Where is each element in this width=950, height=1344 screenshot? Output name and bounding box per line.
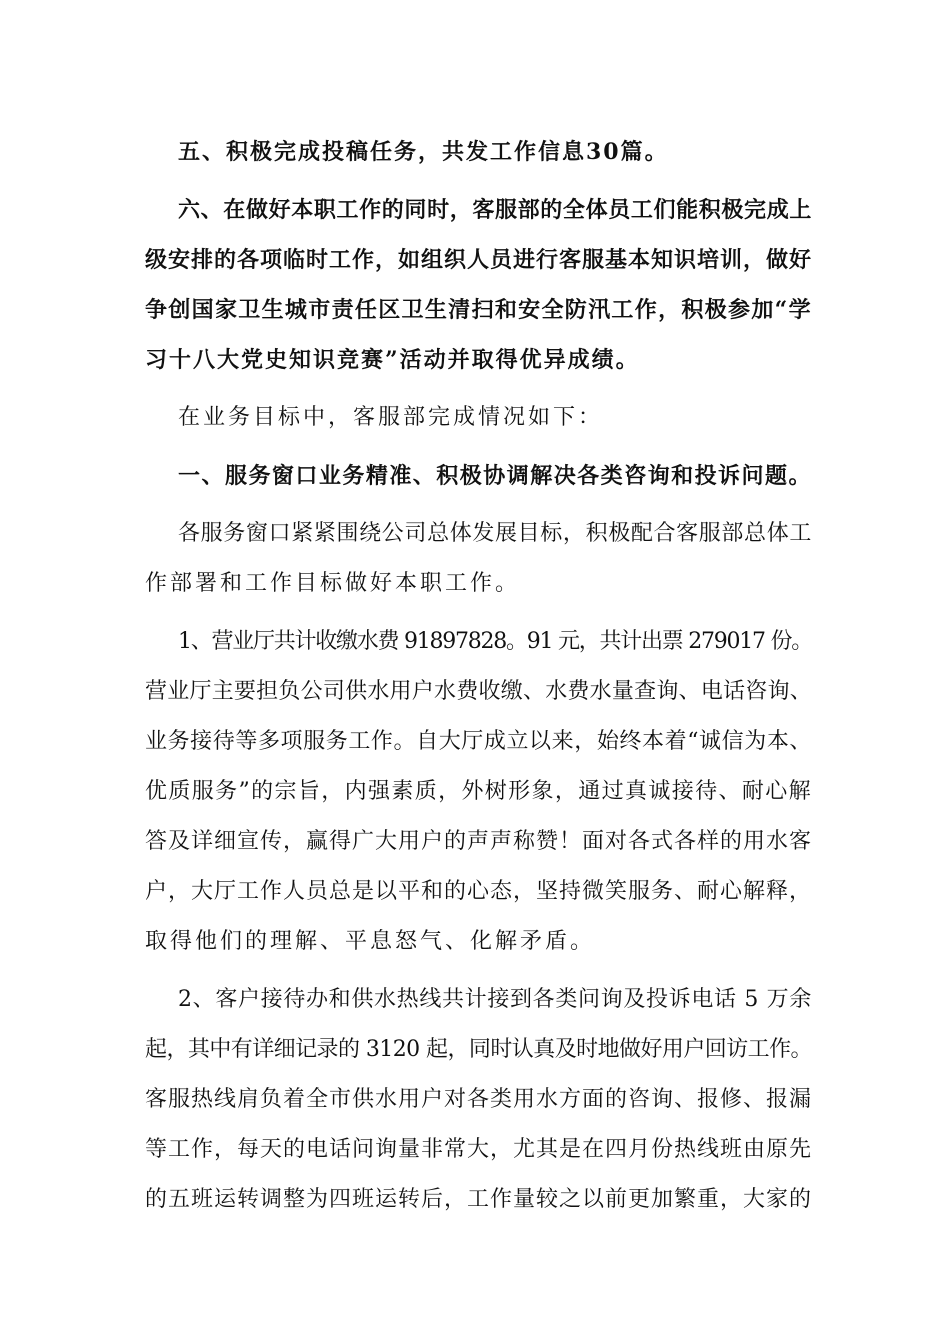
paragraph-5-heading: 五、积极完成投稿任务，共发工作信息30篇。	[178, 139, 669, 165]
item-1-line-3: 业务接待等多项服务工作。自大厅成立以来，始终本着“诚信为本、	[145, 729, 812, 754]
paragraph-6-line-2: 级安排的各项临时工作，如组织人员进行客服基本知识培训，做好	[145, 247, 812, 273]
item-2-line-4: 等工作，每天的电话问询量非常大，尤其是在四月份热线班由原先	[145, 1137, 812, 1162]
item-2-line-1: 2、客户接待办和供水热线共计接到各类问询及投诉电话 5 万余	[178, 987, 812, 1012]
item-1-line-6: 户，大厅工作人员总是以平和的心态，坚持微笑服务、耐心解释，	[145, 879, 812, 904]
item-1-line-4: 优质服务”的宗旨，内强素质，外树形象，通过真诚接待、耐心解	[145, 779, 812, 804]
item-1-line-2: 营业厅主要担负公司供水用户水费收缴、水费水量查询、电话咨询、	[145, 679, 812, 704]
item-2-line-2: 起，其中有详细记录的 3120 起，同时认真及时地做好用户回访工作。	[145, 1037, 812, 1062]
paragraph-6-line-1: 六、在做好本职工作的同时，客服部的全体员工们能积极完成上	[178, 197, 812, 223]
section-1-body-line-2: 作部署和工作目标做好本职工作。	[145, 571, 521, 596]
section-1-heading: 一、服务窗口业务精准、积极协调解决各类咨询和投诉问题。	[178, 463, 812, 489]
item-1-line-1: 1、营业厅共计收缴水费 91897828。91 元，共计出票 279017 份。	[178, 629, 812, 654]
item-2-line-5: 的五班运转调整为四班运转后，工作量较之以前更加繁重，大家的	[145, 1187, 812, 1212]
paragraph-6-line-3: 争创国家卫生城市责任区卫生清扫和安全防汛工作，积极参加“学	[145, 297, 812, 323]
item-2-line-3: 客服热线肩负着全市供水用户对各类用水方面的咨询、报修、报漏	[145, 1087, 812, 1112]
item-1-line-7: 取得他们的理解、平息怒气、化解矛盾。	[145, 929, 596, 954]
section-1-body-line-1: 各服务窗口紧紧围绕公司总体发展目标，积极配合客服部总体工	[178, 521, 812, 546]
business-goals-intro: 在业务目标中，客服部完成情况如下：	[178, 405, 604, 430]
paragraph-6-line-4: 习十八大党史知识竞赛”活动并取得优异成绩。	[145, 347, 640, 373]
item-1-line-5: 答及详细宣传，赢得广大用户的声声称赞！面对各式各样的用水客	[145, 829, 812, 854]
